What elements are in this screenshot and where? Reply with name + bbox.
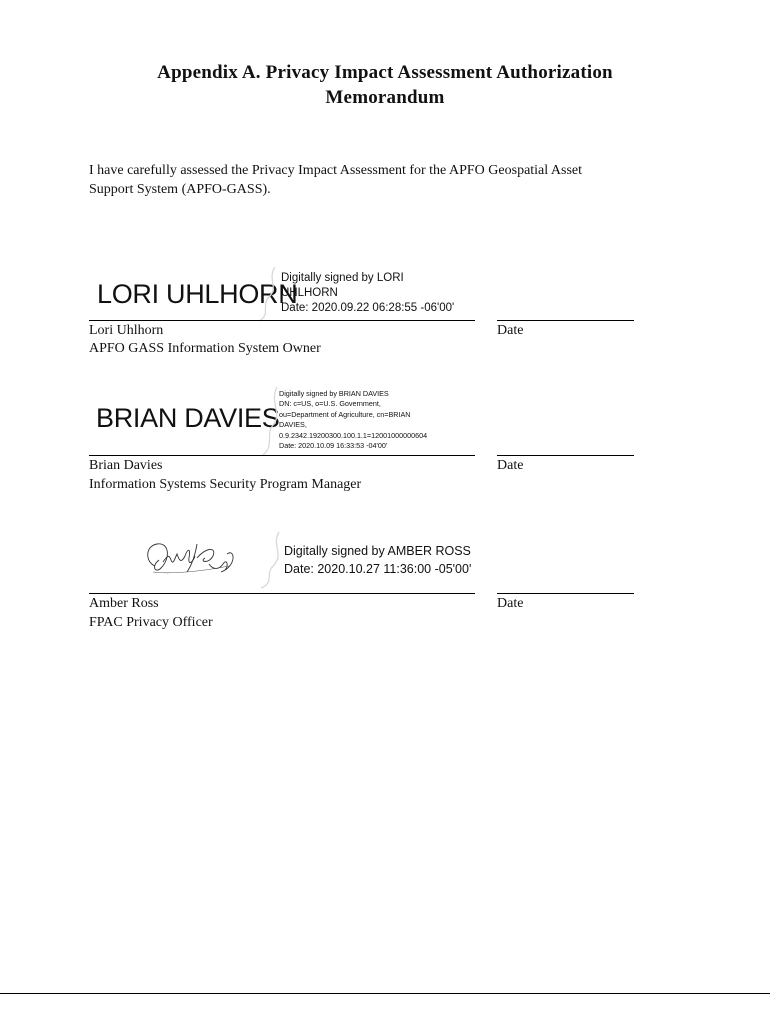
- cert-line: Date: 2020.10.09 16:33:53 -04'00': [279, 441, 388, 451]
- date-line: [497, 320, 634, 321]
- intro-paragraph: [89, 161, 649, 199]
- page-bottom-rule: [0, 993, 770, 994]
- date-label: Date: [497, 458, 524, 473]
- signer-name: Brian Davies: [89, 458, 163, 473]
- cert-line: UHLHORN: [281, 287, 338, 299]
- signer-role: APFO GASS Information System Owner: [89, 341, 321, 356]
- signed-name[interactable]: BRIAN DAVIES: [96, 403, 280, 433]
- digital-signature-certificate[interactable]: [284, 543, 471, 578]
- cert-line: Digitally signed by AMBER ROSS: [284, 544, 471, 558]
- page-title: [0, 60, 770, 110]
- cert-line: ou=Department of Agriculture, cn=BRIAN: [279, 409, 411, 419]
- cert-line: 0.9.2342.19200300.100.1.1=12001000000604: [279, 430, 428, 440]
- cert-line: Digitally signed by LORI: [281, 272, 404, 284]
- digital-signature-certificate[interactable]: [279, 389, 427, 451]
- intro-line-1: I have carefully assessed the Privacy Impact Assessment for the APFO Geospatial Asset: [89, 163, 583, 178]
- signer-name: Amber Ross: [89, 596, 159, 611]
- signature-line: [89, 455, 475, 456]
- signed-name[interactable]: LORI UHLHORN: [97, 279, 298, 309]
- cert-line: DN: c=US, o=U.S. Government,: [279, 399, 381, 409]
- signature-line: [89, 320, 475, 321]
- cert-line: Date: 2020.09.22 06:28:55 -06'00': [281, 302, 455, 314]
- cert-line: Digitally signed by BRIAN DAVIES: [279, 389, 389, 398]
- title-line-1: Appendix A. Privacy Impact Assessment Authorization: [157, 62, 613, 83]
- date-line: [497, 593, 634, 594]
- intro-line-2: Support System (APFO-GASS).: [89, 182, 271, 197]
- digital-signature-certificate[interactable]: [281, 271, 454, 316]
- signer-role: Information Systems Security Program Manager: [89, 477, 362, 492]
- cert-line: DAVIES,: [279, 420, 307, 430]
- cert-line: Date: 2020.10.27 11:36:00 -05'00': [284, 561, 472, 576]
- date-label: Date: [497, 323, 524, 338]
- title-line-2: Memorandum: [325, 87, 445, 108]
- signature-line: [89, 593, 475, 594]
- date-line: [497, 455, 634, 456]
- date-label: Date: [497, 596, 524, 611]
- handwritten-signature[interactable]: [139, 536, 239, 578]
- signer-name: Lori Uhlhorn: [89, 323, 164, 338]
- signer-role: FPAC Privacy Officer: [89, 615, 213, 630]
